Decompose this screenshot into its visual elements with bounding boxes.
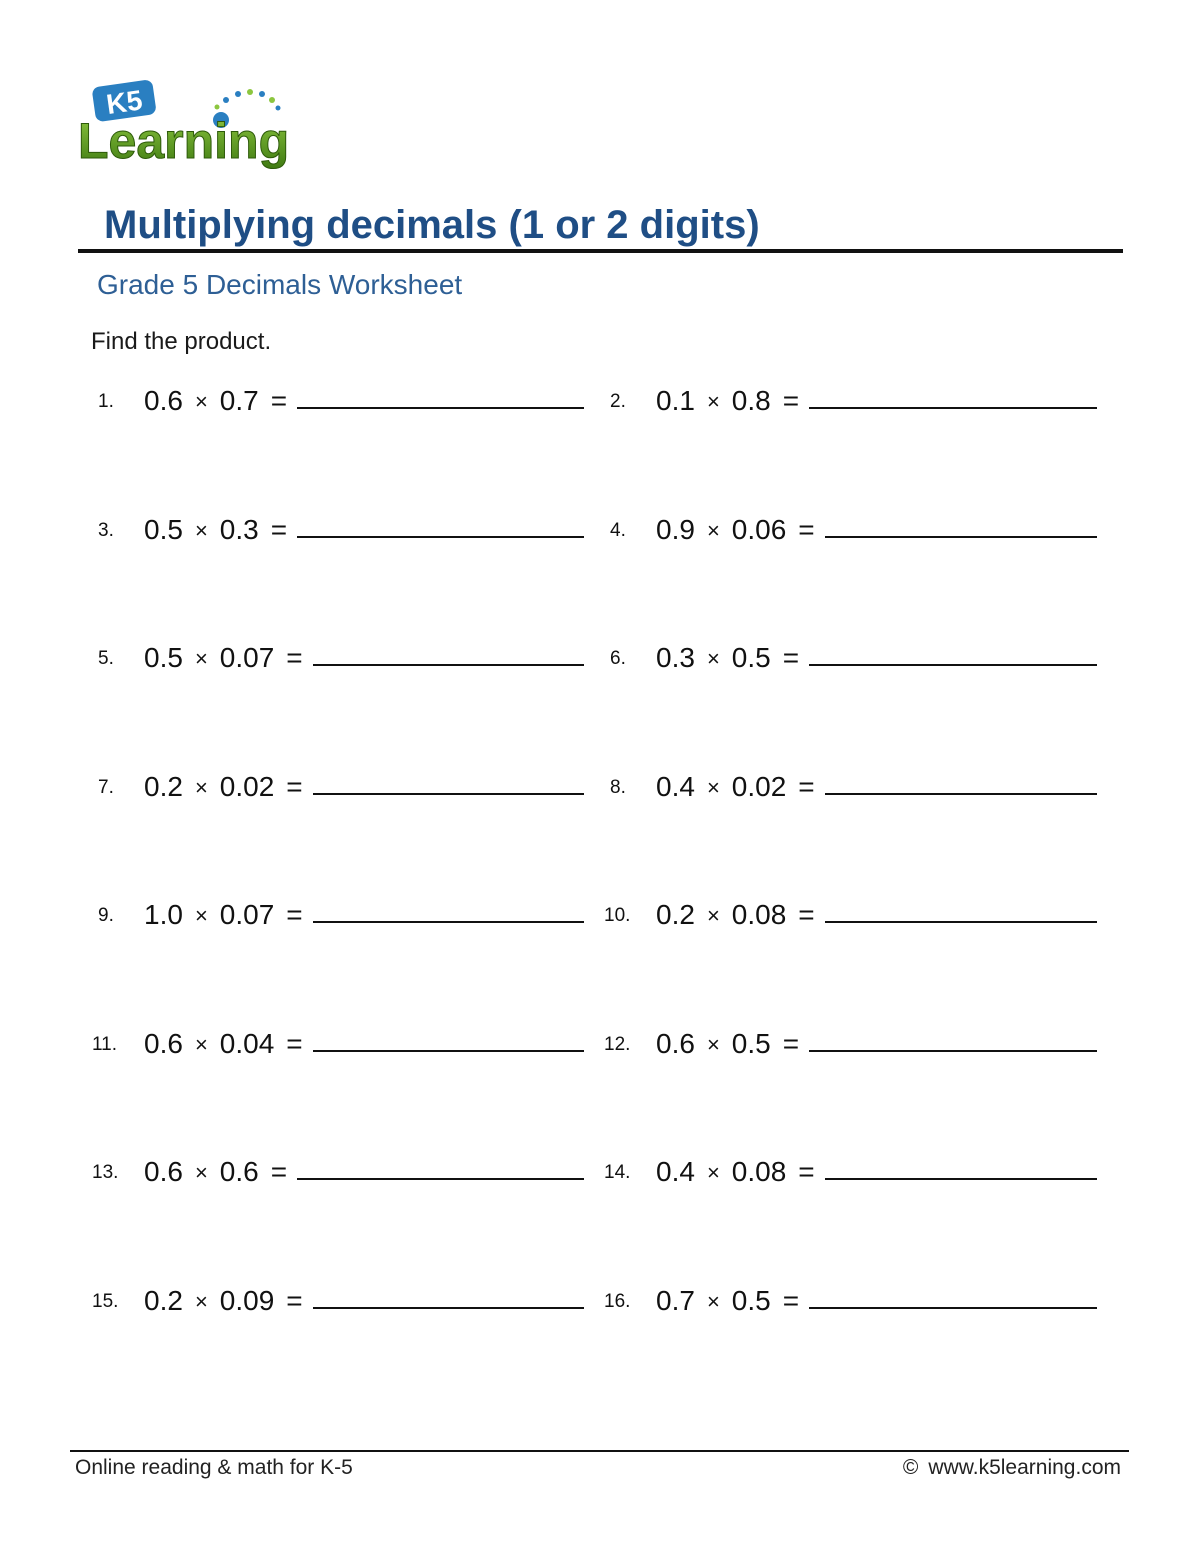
equals-sign: = <box>286 771 303 802</box>
multiply-sign: × <box>706 1032 720 1057</box>
equals-sign: = <box>270 1156 288 1187</box>
answer-blank[interactable] <box>313 793 584 795</box>
logo-wordmark: Learning <box>78 113 290 169</box>
equals-sign: = <box>782 1285 800 1316</box>
equals-sign: = <box>798 899 815 930</box>
answer-blank[interactable] <box>809 664 1097 666</box>
k5-learning-logo <box>76 74 296 174</box>
multiply-sign: × <box>194 646 208 671</box>
problem-expression <box>656 640 799 677</box>
multiply-sign: × <box>194 1032 208 1057</box>
problem-number: 6. <box>610 648 626 669</box>
problem-expression <box>656 769 815 806</box>
problem-item <box>90 512 590 562</box>
problem-expression <box>656 897 815 934</box>
answer-blank[interactable] <box>313 921 584 923</box>
factor-a: 0.7 <box>656 1285 695 1316</box>
factor-a: 0.6 <box>144 1156 183 1187</box>
multiply-sign: × <box>706 646 720 671</box>
equals-sign: = <box>286 1028 303 1059</box>
problem-expression <box>656 383 799 420</box>
factor-a: 0.6 <box>144 385 183 416</box>
multiply-sign: × <box>706 775 720 800</box>
factor-a: 0.6 <box>144 1028 183 1059</box>
factor-b: 0.5 <box>731 1028 771 1059</box>
answer-blank[interactable] <box>297 407 584 409</box>
answer-blank[interactable] <box>809 407 1097 409</box>
factor-b: 0.02 <box>731 771 787 802</box>
problem-number: 14. <box>604 1162 631 1183</box>
problem-item <box>90 769 590 819</box>
copyright-symbol: © <box>902 1456 919 1479</box>
problem-item <box>602 1154 1102 1204</box>
equals-sign: = <box>782 1028 800 1059</box>
answer-blank[interactable] <box>809 1050 1097 1052</box>
factor-b: 0.6 <box>219 1156 259 1187</box>
factor-a: 0.2 <box>656 899 695 930</box>
factor-b: 0.3 <box>219 514 259 545</box>
factor-b: 0.5 <box>731 642 771 673</box>
problem-expression <box>144 769 303 806</box>
problem-number: 8. <box>610 777 626 798</box>
title-divider <box>78 249 1123 253</box>
answer-blank[interactable] <box>825 1178 1097 1180</box>
multiply-sign: × <box>194 775 208 800</box>
problem-item <box>90 1154 590 1204</box>
problem-item <box>602 1026 1102 1076</box>
factor-b: 0.04 <box>219 1028 275 1059</box>
problem-expression <box>144 897 303 934</box>
problem-number: 13. <box>92 1162 119 1183</box>
equals-sign: = <box>286 1285 303 1316</box>
problem-item <box>602 769 1102 819</box>
problem-item <box>602 383 1102 433</box>
problem-number: 12. <box>604 1034 631 1055</box>
factor-a: 0.2 <box>144 1285 183 1316</box>
factor-b: 0.02 <box>219 771 275 802</box>
problem-expression <box>144 383 287 420</box>
factor-a: 0.5 <box>144 642 183 673</box>
problem-item <box>90 383 590 433</box>
footer-website <box>903 1455 1121 1481</box>
equals-sign: = <box>782 385 800 416</box>
multiply-sign: × <box>194 1289 208 1314</box>
worksheet-title: Multiplying decimals (1 or 2 digits) <box>104 203 760 247</box>
equals-sign: = <box>798 514 815 545</box>
factor-b: 0.08 <box>731 1156 787 1187</box>
factor-b: 0.07 <box>219 642 275 673</box>
problem-number: 10. <box>604 905 631 926</box>
multiply-sign: × <box>194 1160 208 1185</box>
answer-blank[interactable] <box>825 536 1097 538</box>
equals-sign: = <box>782 642 800 673</box>
factor-a: 1.0 <box>144 899 183 930</box>
instructions: Find the product. <box>91 328 272 355</box>
problem-expression <box>656 1026 799 1063</box>
multiply-sign: × <box>706 1289 720 1314</box>
factor-a: 0.6 <box>656 1028 695 1059</box>
problem-number: 2. <box>610 391 626 412</box>
problem-number: 7. <box>98 777 114 798</box>
factor-a: 0.4 <box>656 1156 695 1187</box>
factor-a: 0.4 <box>656 771 695 802</box>
answer-blank[interactable] <box>825 793 1097 795</box>
problem-number: 4. <box>610 520 626 541</box>
multiply-sign: × <box>706 518 720 543</box>
problem-number: 1. <box>98 391 114 412</box>
equals-sign: = <box>798 1156 815 1187</box>
factor-b: 0.07 <box>219 899 275 930</box>
problem-number: 9. <box>98 905 114 926</box>
problem-item <box>602 1283 1102 1333</box>
factor-b: 0.7 <box>219 385 259 416</box>
problem-item <box>90 1026 590 1076</box>
problem-number: 15. <box>92 1291 119 1312</box>
problem-expression <box>144 1154 287 1191</box>
factor-a: 0.1 <box>656 385 695 416</box>
multiply-sign: × <box>706 389 720 414</box>
multiply-sign: × <box>194 389 208 414</box>
problem-number: 5. <box>98 648 114 669</box>
problem-expression <box>144 1283 303 1320</box>
multiply-sign: × <box>706 903 720 928</box>
problem-expression <box>144 1026 303 1063</box>
problem-number: 16. <box>604 1291 631 1312</box>
answer-blank[interactable] <box>297 536 584 538</box>
footer-divider <box>70 1450 1129 1452</box>
logo-graphic <box>76 74 296 174</box>
problem-item <box>90 1283 590 1333</box>
problem-item <box>602 512 1102 562</box>
problem-item <box>90 640 590 690</box>
multiply-sign: × <box>194 518 208 543</box>
factor-a: 0.3 <box>656 642 695 673</box>
answer-blank[interactable] <box>809 1307 1097 1309</box>
problem-item <box>602 640 1102 690</box>
factor-b: 0.09 <box>219 1285 275 1316</box>
factor-a: 0.2 <box>144 771 183 802</box>
factor-b: 0.8 <box>731 385 771 416</box>
problem-expression <box>656 512 815 549</box>
factor-b: 0.08 <box>731 899 787 930</box>
equals-sign: = <box>270 514 288 545</box>
problem-number: 11. <box>92 1034 118 1055</box>
factor-b: 0.06 <box>731 514 787 545</box>
factor-a: 0.9 <box>656 514 695 545</box>
multiply-sign: × <box>706 1160 720 1185</box>
problem-number: 3. <box>98 520 114 541</box>
equals-sign: = <box>270 385 288 416</box>
problem-expression <box>144 640 303 677</box>
equals-sign: = <box>798 771 815 802</box>
answer-blank[interactable] <box>313 1307 584 1309</box>
factor-a: 0.5 <box>144 514 183 545</box>
logo-badge-text: K5 <box>104 84 145 121</box>
footer-tagline: Online reading & math for K-5 <box>75 1456 353 1479</box>
answer-blank[interactable] <box>825 921 1097 923</box>
answer-blank[interactable] <box>313 664 584 666</box>
worksheet-subtitle: Grade 5 Decimals Worksheet <box>97 269 463 300</box>
answer-blank[interactable] <box>313 1050 584 1052</box>
equals-sign: = <box>286 899 303 930</box>
equals-sign: = <box>286 642 303 673</box>
problem-expression <box>656 1283 799 1320</box>
problem-expression <box>144 512 287 549</box>
footer-url[interactable]: www.k5learning.com <box>928 1456 1121 1479</box>
answer-blank[interactable] <box>297 1178 584 1180</box>
factor-b: 0.5 <box>731 1285 771 1316</box>
problem-expression <box>656 1154 815 1191</box>
multiply-sign: × <box>194 903 208 928</box>
problem-item <box>602 897 1102 947</box>
problem-item <box>90 897 590 947</box>
